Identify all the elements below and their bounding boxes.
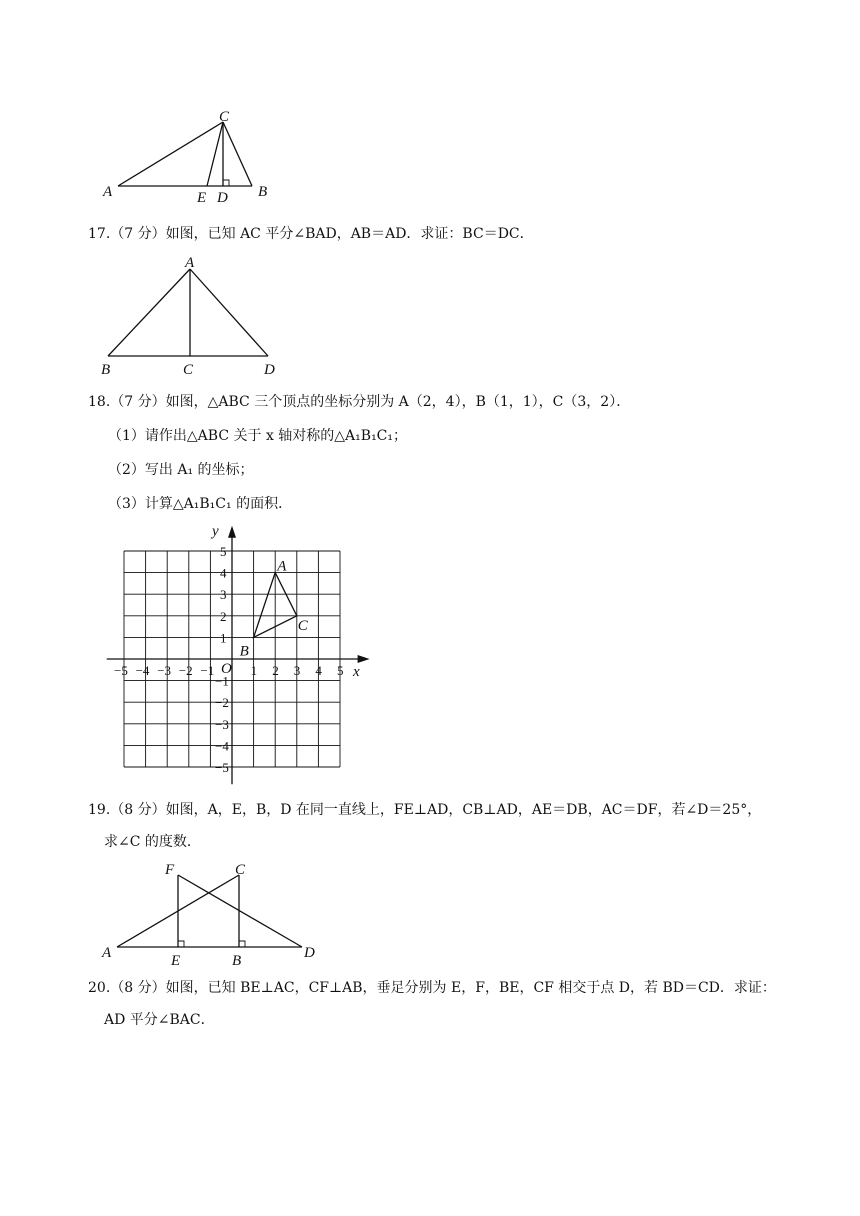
x-tick-label: 3 (293, 663, 301, 678)
question-17: 17.（7 分）如图，已知 AC 平分∠BAD，AB＝AD．求证：BC＝DC． (88, 226, 534, 242)
x-tick-label: 5 (337, 663, 344, 678)
y-tick-label: −1 (215, 673, 229, 689)
x-axis-label: x (352, 664, 360, 680)
x-tick-label: 4 (315, 663, 322, 678)
label-e: E (197, 190, 207, 206)
figure-triangle-acb (95, 108, 295, 208)
x-tick-label: −2 (178, 663, 193, 678)
label-e: E (171, 953, 181, 969)
question-20-line-2: AD 平分∠BAC． (104, 1012, 215, 1028)
label-a: A (103, 184, 113, 200)
label-b: B (232, 953, 242, 969)
x-tick-label: 1 (250, 663, 258, 678)
y-tick-label: −4 (215, 738, 229, 754)
label-c: C (235, 862, 246, 878)
origin-label: O (221, 661, 232, 677)
question-19-line-2: 求∠C 的度数． (104, 834, 201, 850)
label-d: D (304, 945, 315, 961)
point-a-label: A (277, 558, 287, 575)
y-tick-label: 5 (220, 544, 227, 559)
label-a: A (185, 255, 195, 271)
label-c: C (219, 109, 230, 125)
label-d: D (217, 190, 228, 206)
label-a: A (102, 945, 112, 961)
x-tick-label: 2 (272, 663, 279, 678)
y-tick-label: −2 (215, 695, 229, 711)
y-tick-label: 1 (220, 630, 227, 646)
label-b: B (258, 184, 268, 200)
point-b-label: B (239, 643, 249, 660)
x-tick-label: −5 (114, 663, 128, 678)
x-tick-label: −4 (135, 663, 150, 678)
figure-crossing-triangles (95, 855, 335, 970)
y-tick-label: 3 (220, 587, 227, 603)
question-19-line-1: 19.（8 分）如图，A，E，B，D 在同一直线上，FE⊥AD，CB⊥AD，AE＝DB，AC＝DF，若∠D＝25°， (88, 802, 762, 818)
question-20-line-1: 20.（8 分）如图，已知 BE⊥AC，CF⊥AB，垂足分别为 E，F，BE，CF 相交于点 D，若 BD＝CD．求证： (88, 980, 776, 996)
point-c-label: C (297, 617, 308, 634)
x-axis-arrow (358, 655, 370, 663)
label-c: C (183, 362, 194, 378)
y-axis-label: y (212, 523, 219, 540)
coordinate-grid (95, 518, 385, 790)
y-tick-label: −3 (215, 716, 229, 732)
y-tick-label: 2 (220, 608, 227, 624)
x-tick-label: −1 (200, 663, 215, 678)
y-tick-label: −5 (215, 760, 229, 775)
label-f: F (165, 862, 175, 878)
label-b: B (101, 362, 111, 378)
figure-triangle-abd (95, 250, 295, 380)
question-18-part-1: （1）请作出△ABC 关于 x 轴对称的△A₁B₁C₁； (108, 428, 408, 444)
label-d: D (264, 362, 275, 378)
question-18: 18.（7 分）如图，△ABC 三个顶点的坐标分别为 A（2，4），B（1，1），C（3，2）． (88, 394, 631, 410)
y-axis-arrow (228, 526, 236, 538)
question-18-part-3: （3）计算△A₁B₁C₁ 的面积． (108, 496, 293, 512)
question-18-part-2: （2）写出 A₁ 的坐标； (108, 462, 254, 478)
x-tick-label: −3 (157, 663, 172, 678)
y-tick-label: 4 (220, 565, 227, 581)
